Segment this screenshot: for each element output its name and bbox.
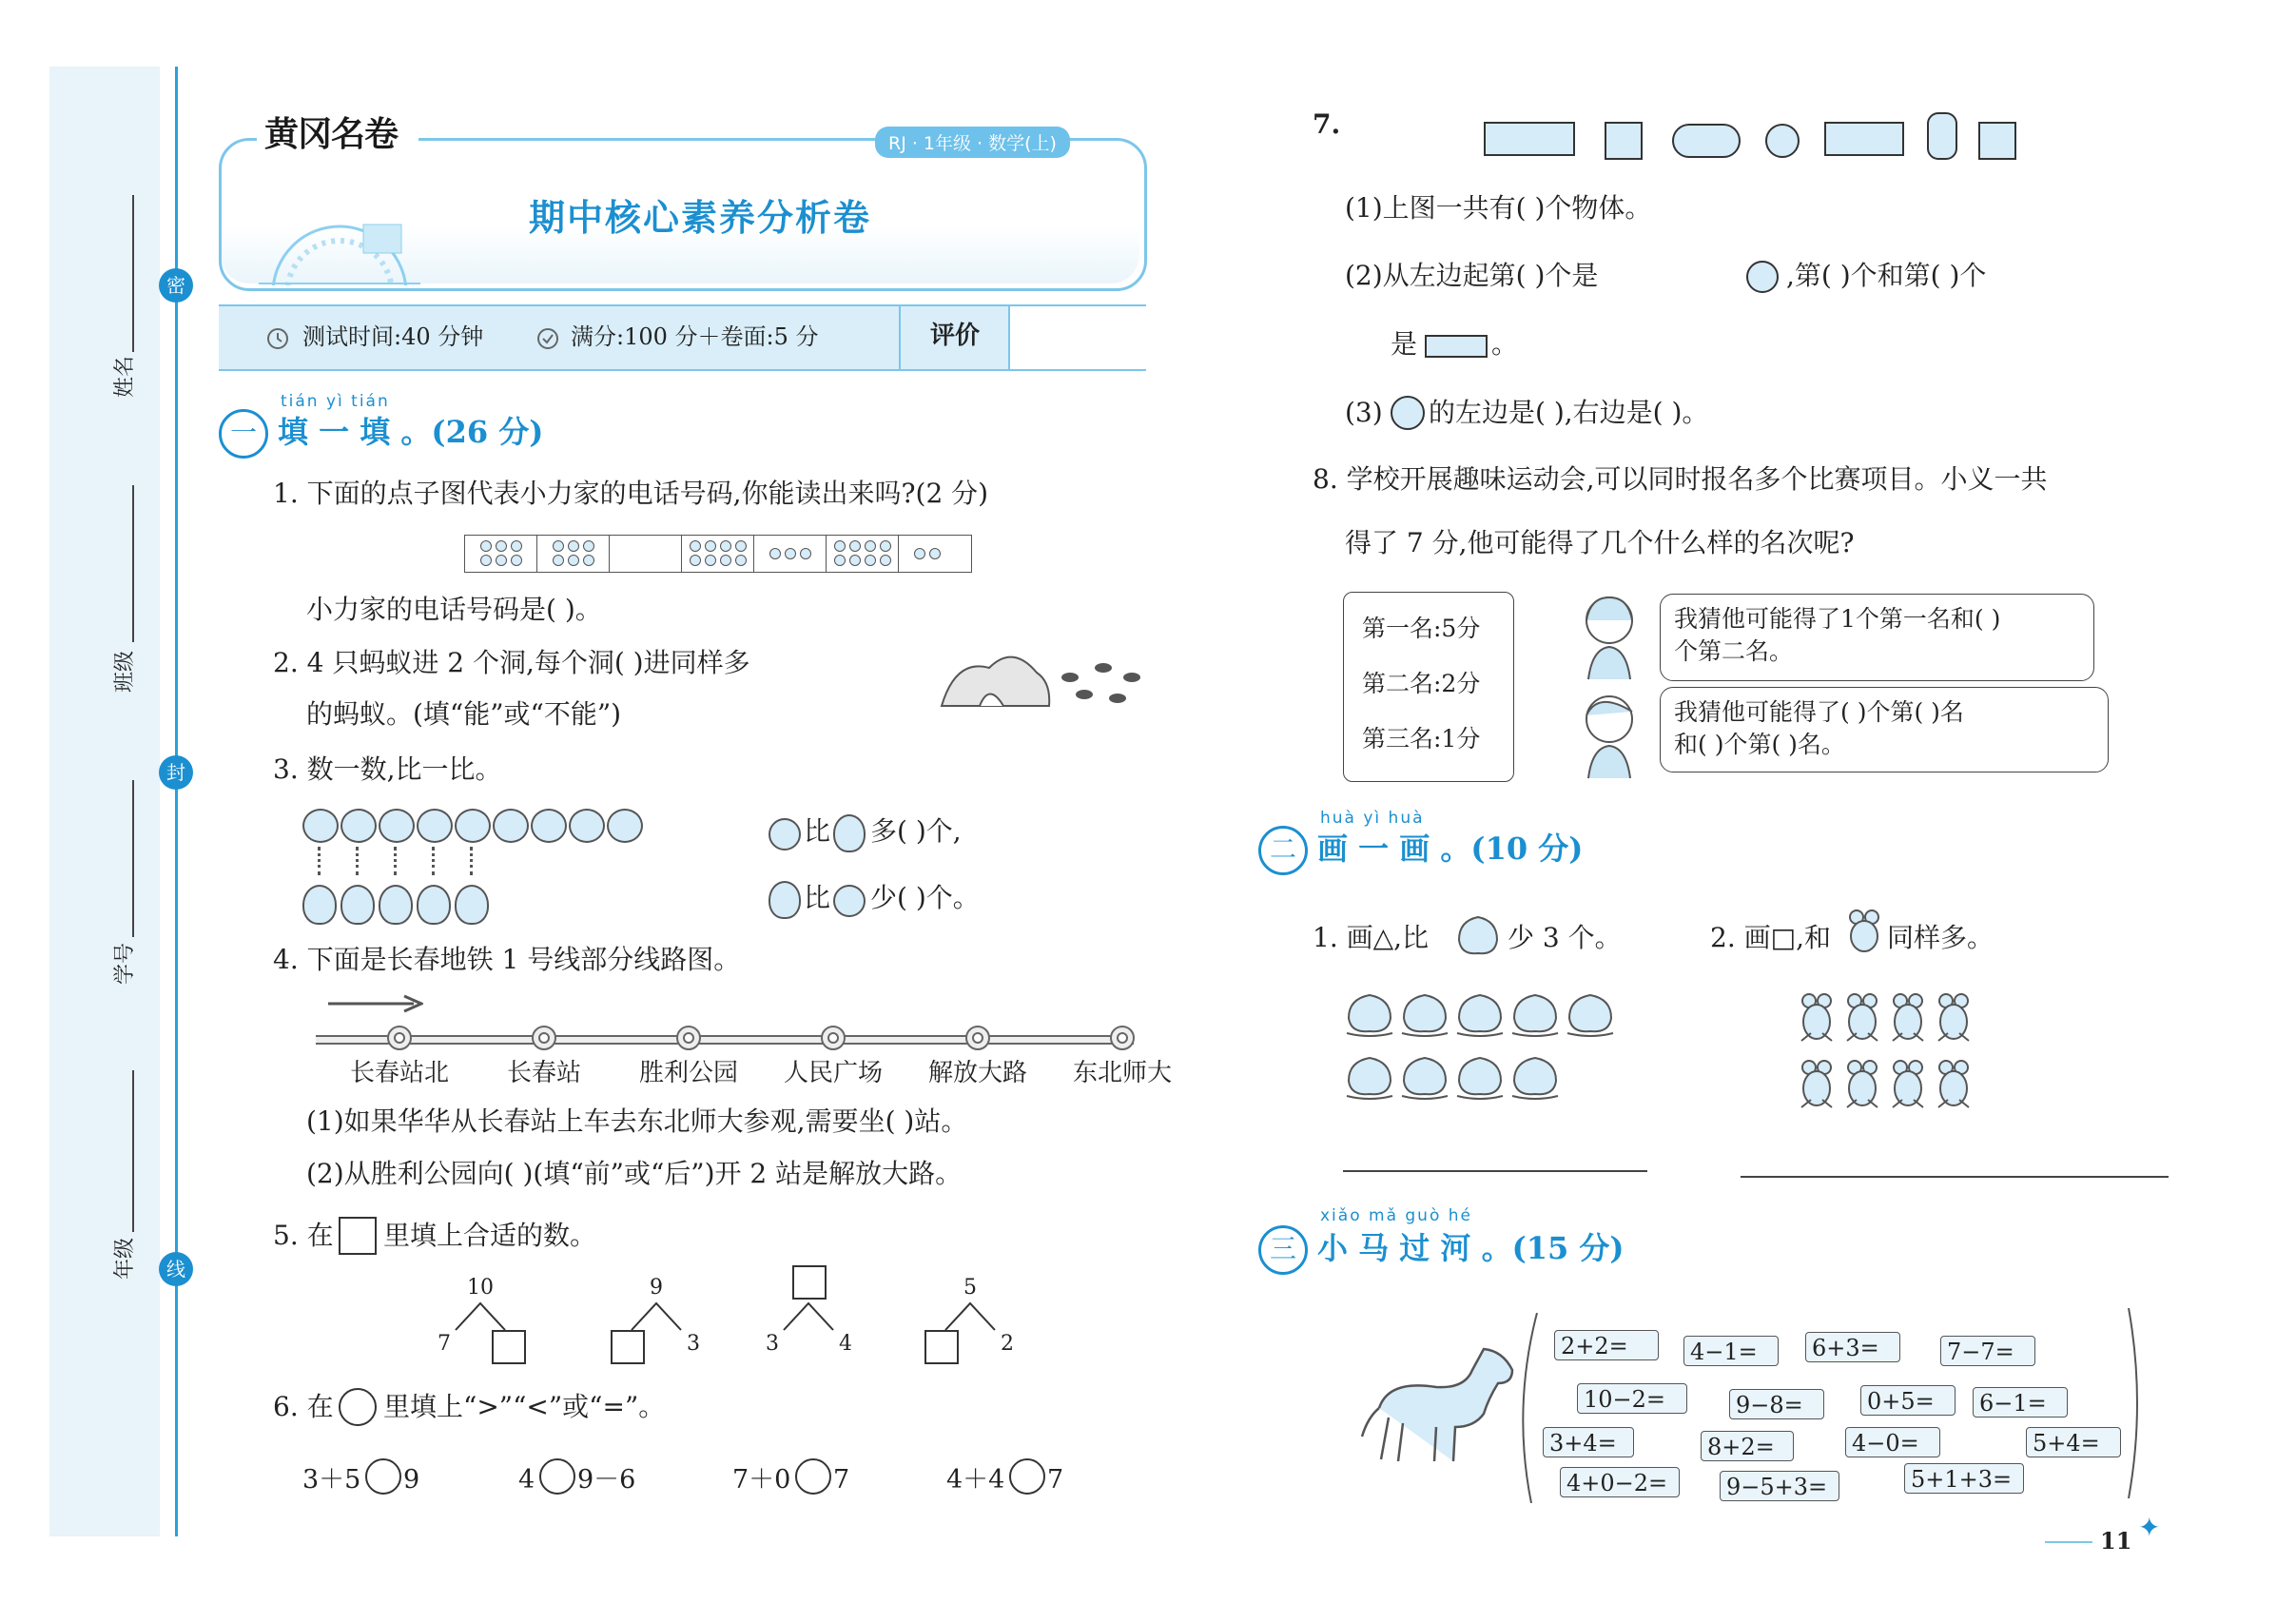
- compare-circle[interactable]: [539, 1458, 575, 1495]
- station-label: 长春站北: [349, 1059, 449, 1087]
- equation-stone[interactable]: 9−8=: [1729, 1389, 1824, 1419]
- equation-stone[interactable]: 0+5=: [1860, 1385, 1955, 1416]
- compare-right: 9－6: [577, 1465, 636, 1495]
- grade-field[interactable]: [132, 1070, 134, 1232]
- sphere-icon: [1391, 396, 1425, 430]
- bond-right-blank[interactable]: [492, 1330, 526, 1364]
- peach-icon: [1343, 1054, 1396, 1102]
- seal-mark-feng: 封: [159, 755, 193, 790]
- frog-icon: [1889, 991, 1927, 1045]
- apple-icon: [531, 809, 567, 843]
- peach-icon: [1453, 911, 1503, 959]
- frog-icon: [1935, 1058, 1973, 1111]
- station-label: 东北师大: [1072, 1059, 1172, 1087]
- dot-cell: [682, 536, 754, 572]
- dot-mark: [769, 548, 781, 559]
- frog-icon: [1798, 1058, 1836, 1111]
- dot-mark: [849, 555, 861, 566]
- question-7-part3a: (3): [1345, 397, 1383, 428]
- grade-label: 年级: [113, 1237, 137, 1280]
- peach-icon: [1343, 991, 1396, 1039]
- bond-right-number: 4: [839, 1332, 852, 1356]
- equation-stone[interactable]: 10−2=: [1577, 1383, 1687, 1414]
- compare-left: 4: [518, 1465, 535, 1495]
- question-7-part2d: 。: [1491, 328, 1519, 360]
- score-second: 第二名:2分: [1362, 670, 1481, 697]
- apple-icon: [302, 809, 339, 843]
- apple-icon: [569, 809, 605, 843]
- question-4-text: 4. 下面是长春地铁 1 号线部分线路图。: [273, 944, 741, 975]
- drawing-line-2[interactable]: [1741, 1176, 2169, 1178]
- compare-circle[interactable]: [795, 1458, 831, 1495]
- compare-circle[interactable]: [365, 1458, 401, 1495]
- apple-icon: [769, 818, 801, 851]
- bond-top-number: 5: [963, 1276, 977, 1300]
- station-label: 胜利公园: [638, 1059, 738, 1087]
- equation-stone[interactable]: 2+2=: [1554, 1330, 1659, 1360]
- checkmark-icon: [536, 327, 559, 350]
- dot-mark: [568, 555, 579, 566]
- section-1-pinyin: tián yì tián: [281, 392, 390, 411]
- equation-stone[interactable]: 4−0=: [1845, 1427, 1940, 1457]
- dot-mark: [496, 555, 507, 566]
- evaluation-label: 评价: [930, 322, 981, 350]
- number-bond-lines: [942, 1301, 999, 1332]
- station-marker: [1110, 1026, 1135, 1050]
- star-icon: ✦: [2138, 1512, 2161, 1543]
- station-marker: [387, 1026, 412, 1050]
- cuboid-icon: [1425, 335, 1488, 358]
- test-time: 测试时间:40 分钟: [302, 323, 484, 350]
- dotted-link: [394, 847, 397, 875]
- bond-top-blank[interactable]: [792, 1265, 827, 1300]
- section-2-title: 画 一 画 。(10 分): [1317, 831, 1584, 867]
- dot-mark: [511, 540, 522, 552]
- bond-left-blank[interactable]: [611, 1330, 645, 1364]
- dot-mark: [735, 555, 747, 566]
- compare-circle[interactable]: [1009, 1458, 1045, 1495]
- dot-mark: [480, 555, 492, 566]
- info-divider: [899, 306, 901, 369]
- section-3-pinyin: xiǎo mǎ guò hé: [1320, 1206, 1472, 1225]
- clock-icon: [266, 327, 289, 350]
- draw-question-2b: 同样多。: [1887, 922, 1994, 953]
- dot-cell: [899, 536, 971, 572]
- brand-logo: 黄冈名卷: [264, 115, 399, 154]
- frog-icon: [1843, 991, 1881, 1045]
- direction-arrow-icon: [328, 994, 423, 1013]
- riverbank-left: [1508, 1313, 1543, 1503]
- cuboid-shape: [1824, 122, 1904, 156]
- question-8-line1: 8. 学校开展趣味运动会,可以同时报名多个比赛项目。小义一共: [1313, 463, 2048, 495]
- peach-icon: [1508, 1054, 1562, 1102]
- peach-icon: [1398, 991, 1451, 1039]
- compare-text: 比: [804, 815, 831, 847]
- compare-right: 9: [403, 1465, 420, 1495]
- draw-question-1a: 1. 画△,比: [1313, 922, 1430, 953]
- sphere-icon: [1746, 261, 1779, 293]
- grade-subject-pill: RJ · 1年级 · 数学(上): [875, 127, 1070, 158]
- equation-stone[interactable]: 5+1+3=: [1904, 1463, 2024, 1494]
- question-8-line2: 得了 7 分,他可能得了几个什么样的名次呢?: [1345, 527, 1855, 558]
- dot-mark: [568, 540, 579, 552]
- compare-right: 7: [833, 1465, 850, 1495]
- dot-mark: [914, 548, 925, 559]
- question-5-suffix: 里填上合适的数。: [383, 1220, 597, 1251]
- pear-icon: [302, 885, 337, 925]
- equation-stone[interactable]: 6+3=: [1805, 1332, 1900, 1362]
- question-7-part2b: ,第( )个和第( )个: [1786, 260, 1987, 291]
- dot-mark: [720, 540, 731, 552]
- girl-avatar-icon: [1569, 592, 1655, 683]
- dot-mark: [583, 555, 594, 566]
- dot-mark: [690, 540, 701, 552]
- question-7-part2a: (2)从左边起第( )个是: [1345, 260, 1599, 291]
- dot-mark: [553, 555, 564, 566]
- pear-icon: [341, 885, 375, 925]
- dot-mark: [929, 548, 941, 559]
- equation-stone[interactable]: 6−1=: [1973, 1387, 2068, 1418]
- question-6-suffix: 里填上“>”“<”或“=”。: [383, 1391, 666, 1422]
- dotted-link: [432, 847, 435, 875]
- seal-mark-xian: 线: [159, 1252, 193, 1286]
- dot-mark: [785, 548, 796, 559]
- evaluation-box[interactable]: [1010, 306, 1146, 369]
- cylinder-standing-shape: [1927, 112, 1957, 160]
- section-3-title: 小 马 过 河 。(15 分): [1317, 1230, 1625, 1266]
- dot-mark: [880, 540, 891, 552]
- peach-icon: [1508, 991, 1562, 1039]
- question-5-prefix: 5. 在: [273, 1220, 334, 1251]
- dot-mark: [865, 555, 876, 566]
- peach-icon: [1453, 1054, 1507, 1102]
- dot-mark: [583, 540, 594, 552]
- dotted-link: [318, 847, 321, 875]
- dot-mark: [480, 540, 492, 552]
- question-3-text: 3. 数一数,比一比。: [273, 753, 502, 785]
- frog-icon: [1845, 908, 1883, 955]
- pear-icon: [417, 885, 451, 925]
- dot-cell: [537, 536, 610, 572]
- pear-icon: [379, 885, 413, 925]
- boy-avatar-icon: [1569, 687, 1655, 782]
- bubble-2-line1: 我猜他可能得了( )个第( )名: [1674, 698, 1964, 726]
- draw-question-2a: 2. 画□,和: [1710, 922, 1831, 953]
- cube-shape: [1605, 122, 1643, 160]
- bond-left-number: 7: [438, 1332, 451, 1356]
- compare-left: 3＋5: [302, 1465, 361, 1495]
- dot-cell: [610, 536, 682, 572]
- compare-less: 少( )个。: [870, 882, 980, 913]
- bond-left-blank[interactable]: [924, 1330, 959, 1364]
- name-field[interactable]: [132, 195, 134, 352]
- equation-stone[interactable]: 9−5+3=: [1720, 1471, 1839, 1501]
- dot-mark: [834, 540, 846, 552]
- dot-cell: [754, 536, 827, 572]
- question-1-text: 1. 下面的点子图代表小力家的电话号码,你能读出来吗?(2 分): [273, 478, 989, 509]
- student-id-field[interactable]: [132, 780, 134, 937]
- subway-line: [316, 1035, 1134, 1045]
- dot-mark: [705, 540, 716, 552]
- bubble-1-line2: 个第二名。: [1674, 637, 1794, 665]
- dotted-link: [470, 847, 473, 875]
- compare-text: 比: [804, 882, 831, 913]
- apple-icon: [455, 809, 491, 843]
- question-1-answer: 小力家的电话号码是( )。: [306, 594, 602, 625]
- section-3-number: 三: [1258, 1225, 1308, 1275]
- draw-question-1b: 少 3 个。: [1508, 922, 1622, 953]
- cuboid-shape: [1484, 122, 1575, 156]
- ferris-wheel-illustration: [249, 217, 430, 285]
- dot-mark: [690, 555, 701, 566]
- section-2-number: 二: [1258, 826, 1308, 875]
- question-7-part2c: 是: [1391, 328, 1418, 360]
- score-third: 第三名:1分: [1362, 725, 1481, 753]
- dot-mark: [880, 555, 891, 566]
- dot-mark: [834, 555, 846, 566]
- apple-icon: [493, 809, 529, 843]
- compare-right: 7: [1047, 1465, 1064, 1495]
- class-label: 班级: [113, 650, 137, 693]
- ant-hill-illustration: [937, 639, 1151, 715]
- question-2-line2: 的蚂蚁。(填“能”或“不能”): [306, 698, 622, 730]
- dot-cell: [827, 536, 899, 572]
- peach-icon: [1453, 991, 1507, 1039]
- riverbank-right: [2115, 1308, 2150, 1498]
- dot-mark: [800, 548, 811, 559]
- apple-icon: [379, 809, 415, 843]
- equation-stone[interactable]: 5+4=: [2026, 1427, 2121, 1457]
- apple-icon: [607, 809, 643, 843]
- apple-icon: [833, 885, 866, 917]
- bond-right-number: 3: [687, 1332, 700, 1356]
- station-label: 解放大路: [927, 1059, 1027, 1087]
- bond-top-number: 10: [467, 1276, 494, 1300]
- blank-square-icon: [339, 1217, 377, 1255]
- compare-left: 7＋0: [732, 1465, 791, 1495]
- equation-stone[interactable]: 4+0−2=: [1560, 1467, 1680, 1497]
- footer-rule: [2045, 1541, 2092, 1543]
- number-bond-lines: [452, 1301, 509, 1332]
- pear-icon: [455, 885, 489, 925]
- cube-shape: [1978, 122, 2016, 160]
- name-label: 姓名: [113, 355, 137, 398]
- cylinder-lying-shape: [1672, 124, 1741, 158]
- section-1-number: 一: [219, 409, 268, 459]
- station-marker: [676, 1026, 701, 1050]
- dot-mark: [865, 540, 876, 552]
- station-marker: [532, 1026, 556, 1050]
- frog-icon: [1935, 991, 1973, 1045]
- dot-mark: [496, 540, 507, 552]
- station-marker: [965, 1026, 990, 1050]
- station-marker: [821, 1026, 846, 1050]
- question-7-number: 7.: [1313, 108, 1341, 140]
- pear-icon: [833, 814, 866, 852]
- dot-mark: [849, 540, 861, 552]
- binding-strip: [49, 67, 160, 1536]
- question-4-part2: (2)从胜利公园向( )(填“前”或“后”)开 2 站是解放大路。: [306, 1158, 963, 1189]
- bubble-1-line1: 我猜他可能得了1个第一名和( ): [1674, 605, 2001, 633]
- student-id-label: 学号: [113, 942, 137, 985]
- apple-icon: [417, 809, 453, 843]
- number-bond-lines: [780, 1301, 837, 1332]
- dot-mark: [705, 555, 716, 566]
- station-label: 长春站: [506, 1059, 581, 1087]
- equation-stone[interactable]: 8+2=: [1701, 1431, 1794, 1461]
- equation-stone[interactable]: 7−7=: [1940, 1336, 2035, 1366]
- question-7-part3b: 的左边是( ),右边是( )。: [1429, 397, 1709, 428]
- drawing-line-1[interactable]: [1343, 1170, 1647, 1172]
- equation-stone[interactable]: 4−1=: [1683, 1336, 1779, 1366]
- dot-cell: [465, 536, 537, 572]
- full-score: 满分:100 分＋卷面:5 分: [571, 323, 819, 350]
- section-2-pinyin: huà yì huà: [1320, 809, 1425, 828]
- dot-mark: [720, 555, 731, 566]
- peach-icon: [1398, 1054, 1451, 1102]
- dot-pattern-phone: [464, 535, 972, 573]
- horse-illustration: [1360, 1341, 1522, 1465]
- dot-mark: [735, 540, 747, 552]
- peach-icon: [1564, 991, 1617, 1039]
- bubble-2-line2: 和( )个第( )名。: [1674, 731, 1845, 758]
- blank-circle-icon: [339, 1388, 377, 1426]
- question-6-prefix: 6. 在: [273, 1391, 334, 1422]
- class-field[interactable]: [132, 485, 134, 642]
- page-number: 11: [2100, 1527, 2132, 1555]
- frog-icon: [1843, 1058, 1881, 1111]
- apple-icon: [341, 809, 377, 843]
- bond-top-number: 9: [650, 1276, 663, 1300]
- seal-mark-mi: 密: [159, 268, 193, 303]
- section-1-title: 填 一 填 。(26 分): [278, 414, 544, 450]
- question-2-line1: 2. 4 只蚂蚁进 2 个洞,每个洞( )进同样多: [273, 647, 750, 678]
- number-bond-lines: [628, 1301, 685, 1332]
- score-first: 第一名:5分: [1362, 615, 1481, 642]
- dotted-link: [356, 847, 359, 875]
- sphere-shape: [1765, 124, 1800, 158]
- frog-icon: [1889, 1058, 1927, 1111]
- question-7-part1: (1)上图一共有( )个物体。: [1345, 192, 1652, 224]
- equation-stone[interactable]: 3+4=: [1543, 1427, 1634, 1457]
- compare-left: 4＋4: [946, 1465, 1005, 1495]
- question-4-part1: (1)如果华华从长春站上车去东北师大参观,需要坐( )站。: [306, 1105, 968, 1137]
- dot-mark: [553, 540, 564, 552]
- frog-icon: [1798, 991, 1836, 1045]
- compare-more: 多( )个,: [870, 815, 962, 847]
- bond-right-number: 2: [1001, 1332, 1014, 1356]
- bond-left-number: 3: [766, 1332, 779, 1356]
- dot-mark: [511, 555, 522, 566]
- page-title: 期中核心素养分析卷: [529, 197, 872, 239]
- pear-icon: [769, 881, 801, 919]
- station-label: 人民广场: [783, 1059, 883, 1087]
